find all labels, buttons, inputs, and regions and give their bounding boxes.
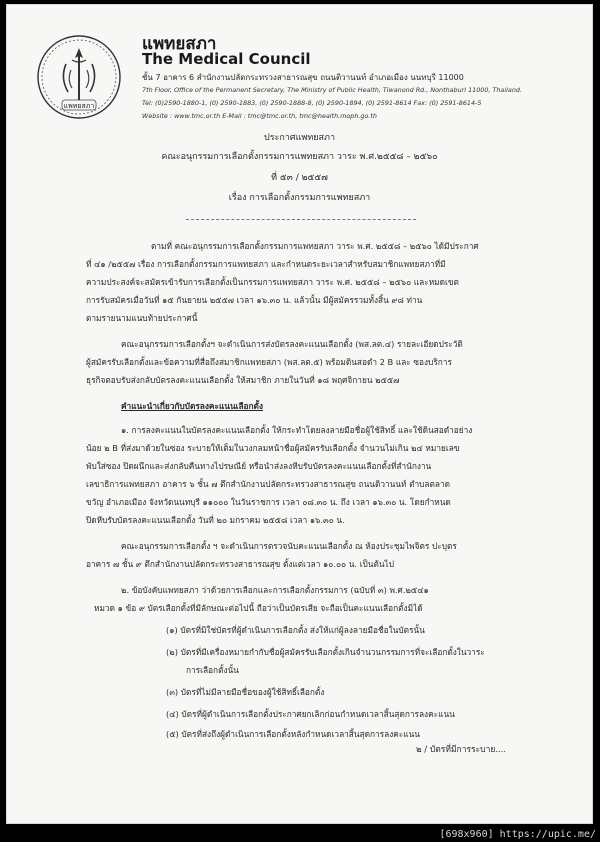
announcement-title: ประกาศแพทยสภา	[263, 133, 335, 143]
paragraph-line: พับใส่ซอง ปิดผนึกและส่งกลับคืนทางไปรษณีย์ หรือนำส่งลงหีบรับบัตรลงคะแนนเลือกตั้งที่สำนักงาน	[86, 461, 432, 471]
address-thai: ชั้น 7 อาคาร 6 สำนักงานปลัดกระทรวงสาธารณสุข ถนนติวานนท์ อำเภอเมือง นนทบุรี 11000	[142, 73, 464, 82]
contact-web-email: Website : www.tmc.or.th E-Mail : tmc@tmc.or.th, tmc@health.moph.go.th	[142, 112, 377, 120]
address-english: 7th Floor, Office of the Permanent Secretary, The Ministry of Public Health, Tiwanond Rd., Nonthaburi 11000, Thailand.	[142, 86, 522, 94]
paragraph-line: ธุรกิจตอบรับส่งกลับบัตรลงคะแนนเลือกตั้ง ให้สมาชิก ภายในวันที่ ๑๘ พฤศจิกายน ๒๕๕๗	[86, 375, 400, 385]
paragraph-line: คณะอนุกรรมการเลือกตั้งฯ จะดำเนินการส่งบัตรลงคะแนนเลือกตั้ง (พส.ลต.๔) รายละเอียดประวัติ	[121, 339, 463, 349]
paragraph-line: ตามรายนามแนบท้ายประกาศนี้	[86, 313, 198, 323]
section-heading: คำแนะนำเกี่ยวกับบัตรลงคะแนนเลือกตั้ง	[121, 401, 263, 411]
paragraph-line: ๑. การลงคะแนนในบัตรลงคะแนนเลือกตั้ง ให้กระทำโดยลงลายมือชื่อผู้ใช้สิทธิ์ และใช้ดินสอดำอย่าง	[121, 425, 473, 435]
paragraph-line: น้อย ๒ B ที่ส่งมาด้วยในซอง ระบายให้เต็มในวงกลมหน้าชื่อผู้สมัครรับเลือกตั้ง จำนวนไม่เกิน ๒๔ หมายเลข	[86, 443, 460, 453]
separator-line	[186, 219, 416, 220]
paragraph-line: ขวัญ อำเภอเมือง จังหวัดนนทบุรี ๑๑๐๐๐ ในวันราชการ เวลา ๐๘.๓๐ น. ถึง เวลา ๑๖.๓๐ น. โดยกำหนด	[86, 497, 451, 507]
paragraph-line: การรับสมัครเมื่อวันที่ ๑๕ กันยายน ๒๕๕๗ เวลา ๑๖.๓๐ น. แล้วนั้น มีผู้สมัครรวมทั้งสิ้น ๙๘ ท่าน	[86, 295, 423, 305]
paragraph-line: เลขาธิการแพทยสภา อาคาร ๖ ชั้น ๗ ตึกสำนักงานปลัดกระทรวงสาธารณสุข ถนนติวานนท์ ตำบลตลาด	[86, 479, 451, 489]
paragraph-line: ความประสงค์จะสมัครเข้ารับการเลือกตั้งเป็นกรรมการแพทยสภา วาระ พ.ศ. ๒๕๕๘ – ๒๕๖๐ และหมดเขต	[86, 277, 459, 287]
paragraph-line: ๒. ข้อบังคับแพทยสภา ว่าด้วยการเลือกและการเลือกตั้งกรรมการ (ฉบับที่ ๓) พ.ศ.๒๕๔๑	[121, 585, 429, 595]
svg-text:แพทยสภา: แพทยสภา	[63, 102, 95, 110]
paragraph-line: ที่ ๔๑ /๒๕๕๗ เรื่อง การเลือกตั้งกรรมการแพทยสภา และกำหนดระยะเวลาสำหรับสมาชิกแพทยสภาที่มี	[86, 259, 446, 269]
org-name-english: The Medical Council	[142, 50, 311, 68]
announcement-number: ที่ ๕๓ / ๒๕๕๗	[271, 173, 328, 183]
list-item: (๔) บัตรที่ผู้ดำเนินการเลือกตั้งประกาศยกเลิกก่อนกำหนดเวลาสิ้นสุดการลงคะแนน	[166, 709, 455, 719]
paragraph-line: คณะอนุกรรมการเลือกตั้ง ฯ จะดำเนินการตรวจนับคะแนนเลือกตั้ง ณ ห้องประชุมไพจิตร ปะบุตร	[121, 541, 457, 551]
announcement-committee: คณะอนุกรรมการเลือกตั้งกรรมการแพทยสภา วาระ พ.ศ.๒๕๕๘ – ๒๕๖๐	[161, 152, 438, 162]
watermark: [698x960] https://upic.me/	[439, 829, 596, 840]
paragraph-line: ปิดหีบรับบัตรลงคะแนนเลือกตั้ง วันที่ ๒๐ มกราคม ๒๕๕๘ เวลา ๑๖.๓๐ น.	[86, 515, 345, 525]
paragraph-line: ผู้สมัครรับเลือกตั้งและข้อความที่สื่อถึงสมาชิกแพทยสภา (พส.ลต.๕) พร้อมดินสอดำ 2 B และ ซองบริการ	[86, 357, 452, 367]
contact-phone-fax: Tel: (0)2590-1880-1, (0) 2590-1883, (0) 2590-1888-8, (0) 2590-1894, (0) 2591-8614 Fax: (0) 2591-8614-5	[142, 99, 482, 107]
list-item: (๒) บัตรที่มีเครื่องหมายกำกับชื่อผู้สมัครรับเลือกตั้งเกินจำนวนกรรมการที่จะเลือกตั้งในวาระ	[166, 647, 485, 657]
paragraph-line: หมวด ๑ ข้อ ๙ บัตรเลือกตั้งที่มีลักษณะต่อไปนี้ ถือว่าเป็นบัตรเสีย จะถือเป็นคะแนนเลือกตั้งมิได้	[94, 603, 423, 613]
list-item: (๓) บัตรที่ไม่มีลายมือชื่อของผู้ใช้สิทธิ์เลือกตั้ง	[166, 687, 325, 697]
org-name-thai: แพทยสภา	[142, 34, 217, 54]
medical-council-seal-icon	[36, 34, 122, 120]
paragraph-line: อาคาร ๗ ชั้น ๙ ตึกสำนักงานปลัดกระทรวงสาธารณสุข ตั้งแต่เวลา ๑๐.๐๐ น. เป็นต้นไป	[86, 559, 394, 569]
list-item: การเลือกตั้งนั้น	[186, 665, 239, 675]
paragraph-line: ตามที่ คณะอนุกรรมการเลือกตั้งกรรมการแพทยสภา วาระ พ.ศ. ๒๕๕๘ – ๒๕๖๐ ได้มีประกาศ	[151, 241, 479, 251]
continued-page-note: ๒ / บัตรที่มีการระบาย....	[416, 745, 507, 755]
list-item: (๕) บัตรที่ส่งถึงผู้ดำเนินการเลือกตั้งหลังกำหนดเวลาสิ้นสุดการลงคะแนน	[166, 729, 420, 739]
document-page	[6, 4, 593, 824]
list-item: (๑) บัตรที่มิใช่บัตรที่ผู้ดำเนินการเลือกตั้ง ส่งให้แก่ผู้ลงลายมือชื่อในบัตรนั้น	[166, 625, 425, 635]
announcement-subject: เรื่อง การเลือกตั้งกรรมการแพทยสภา	[228, 193, 371, 203]
